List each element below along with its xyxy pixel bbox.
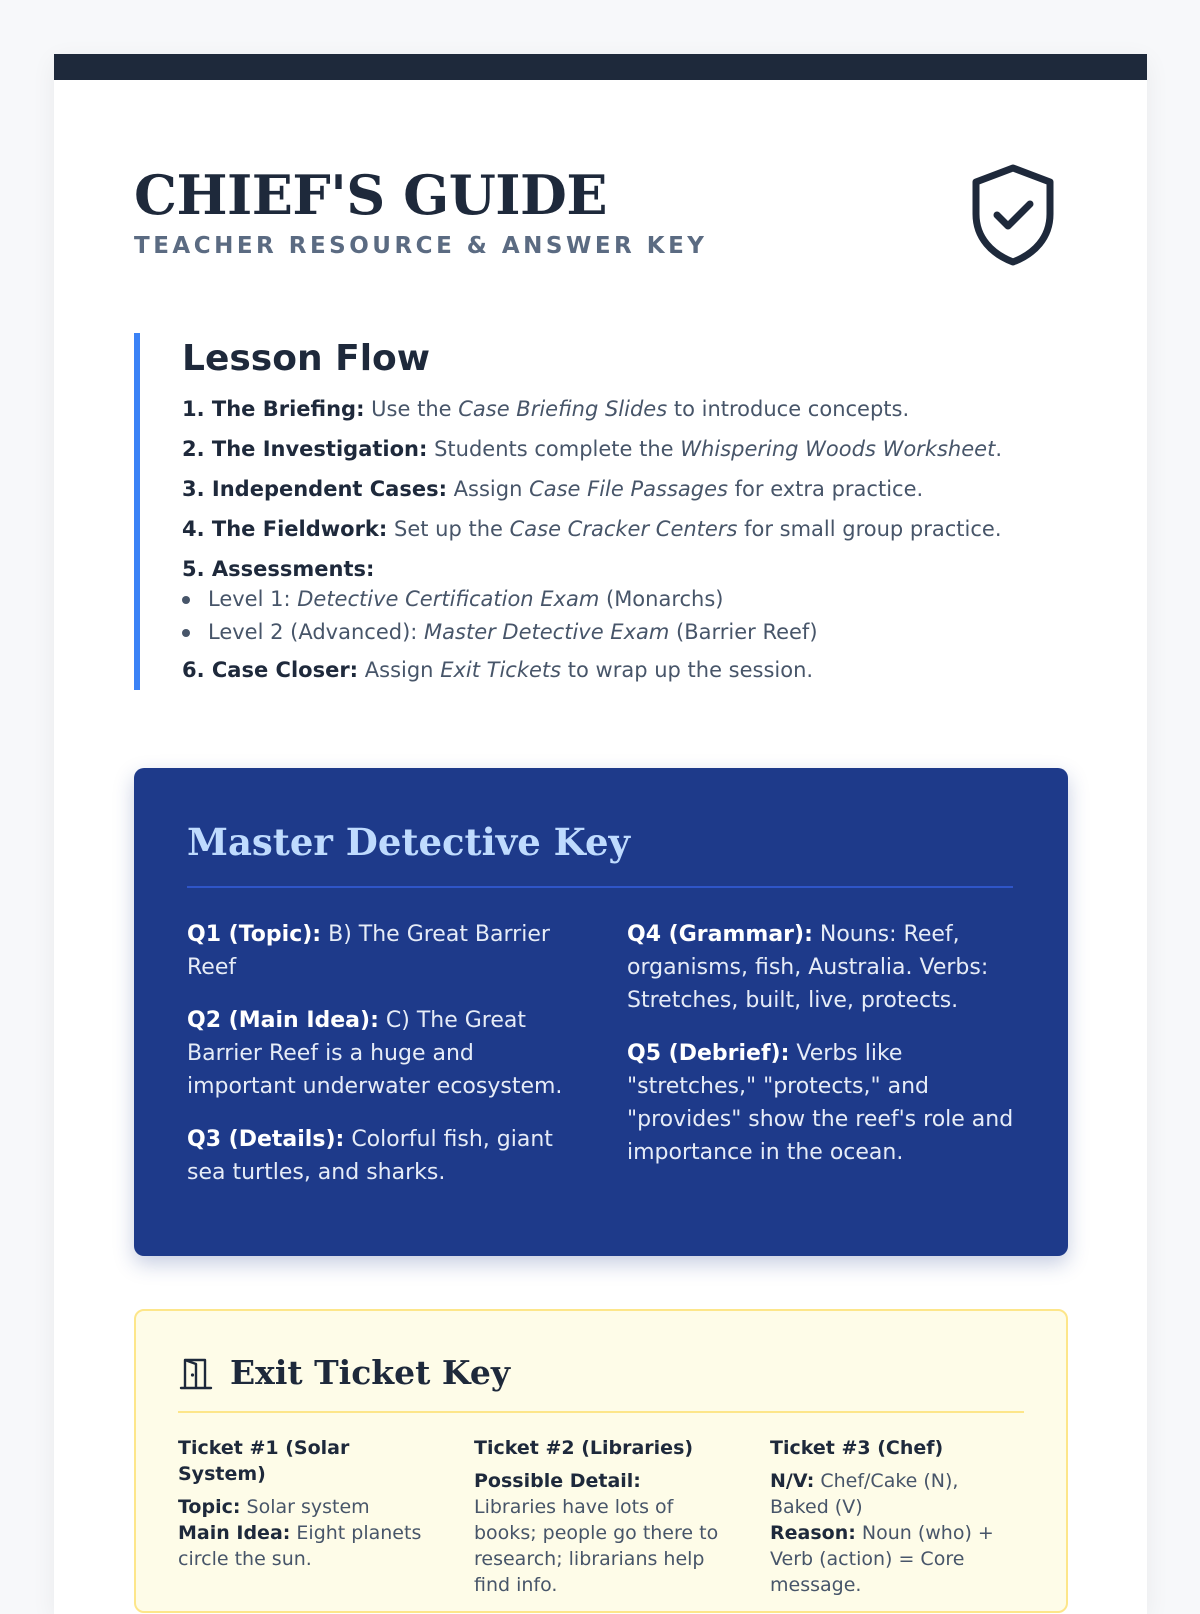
- ticket-line-label: Reason:: [770, 1522, 856, 1544]
- ticket-line-text: Libraries have lots of books; people go there to research; librarians help find info.: [474, 1496, 719, 1596]
- ticket-line-text: Eight planets circle the sun.: [178, 1522, 422, 1570]
- assessment-item: [182, 618, 1082, 646]
- assessment-list: [182, 585, 1082, 646]
- master-key-card: [134, 768, 1068, 1256]
- step-label: 4. The Fieldwork:: [182, 517, 388, 541]
- answer-q1: [187, 918, 577, 984]
- ticket-line-text: Chef/Cake (N), Baked (V): [770, 1470, 959, 1518]
- answers-column-right: [627, 918, 1017, 1189]
- step-text: Students complete the: [434, 437, 674, 461]
- lesson-step-1: [182, 395, 1082, 423]
- answer-text: B) The Great Barrier Reef: [187, 922, 550, 980]
- ticket-2: [474, 1435, 724, 1598]
- answer-text: Nouns: Reef, organisms, fish, Australia. Verbs: Stretches, built, live, protects.: [627, 922, 989, 1013]
- answer-text: C) The Great Barrier Reef is a huge and important underwater ecosystem.: [187, 1008, 563, 1099]
- assessment-item: [182, 585, 1082, 613]
- assessment-passage: (Monarchs): [606, 587, 724, 611]
- assessment-level: Level 1:: [208, 587, 291, 611]
- exit-ticket-header: [178, 1353, 510, 1392]
- ticket-title: Ticket #1 (Solar System): [178, 1437, 350, 1485]
- step-label: 2. The Investigation:: [182, 437, 428, 461]
- step-resource: Exit Tickets: [440, 658, 562, 682]
- ticket-3: [770, 1435, 1020, 1598]
- step-text: Set up the: [393, 517, 503, 541]
- step-text: Assign: [453, 477, 523, 501]
- master-key-title: Master Detective Key: [187, 820, 631, 864]
- answer-q3: [187, 1123, 577, 1189]
- step-resource: Case File Passages: [529, 477, 728, 501]
- lesson-flow-heading: Lesson Flow: [182, 338, 431, 379]
- page-title: CHIEF'S GUIDE: [134, 163, 608, 227]
- ticket-line: [178, 1520, 428, 1572]
- page-subtitle: TEACHER RESOURCE & ANSWER KEY: [134, 233, 708, 259]
- ticket-line: [770, 1520, 1020, 1598]
- answer-q2: [187, 1004, 577, 1103]
- step-text: for extra practice.: [734, 477, 924, 501]
- ticket-line-text: Solar system: [246, 1496, 370, 1518]
- ticket-line-label: Possible Detail:: [474, 1470, 641, 1492]
- lesson-step-4: [182, 515, 1082, 543]
- door-open-icon: [178, 1355, 214, 1391]
- assessment-passage: (Barrier Reef): [676, 620, 818, 644]
- divider: [178, 1411, 1024, 1413]
- ticket-line-label: Topic:: [178, 1496, 241, 1518]
- step-label: 1. The Briefing:: [182, 397, 365, 421]
- ticket-line: [770, 1468, 1020, 1520]
- exit-ticket-title: Exit Ticket Key: [230, 1353, 511, 1392]
- lesson-flow-section: [134, 333, 1082, 690]
- step-text: .: [995, 437, 1002, 461]
- assessment-level: Level 2 (Advanced):: [208, 620, 418, 644]
- lesson-step-2: [182, 435, 1082, 463]
- step-label: 5. Assessments:: [182, 557, 375, 581]
- question-label: Q5 (Debrief):: [627, 1041, 790, 1066]
- ticket-line-text: Noun (who) + Verb (action) = Core message.: [770, 1522, 994, 1596]
- lesson-step-3: [182, 475, 1082, 503]
- question-label: Q3 (Details):: [187, 1127, 345, 1152]
- assessment-resource: Detective Certification Exam: [297, 587, 600, 611]
- answer-q5: [627, 1037, 1017, 1169]
- question-label: Q4 (Grammar):: [627, 922, 813, 947]
- step-text: Use the: [371, 397, 452, 421]
- lesson-step-6: [182, 656, 1082, 684]
- step-resource: Whispering Woods Worksheet: [680, 437, 996, 461]
- shield-check-icon: [970, 164, 1056, 266]
- answer-q4: [627, 918, 1017, 1017]
- ticket-title: Ticket #3 (Chef): [770, 1437, 944, 1459]
- ticket-title: Ticket #2 (Libraries): [474, 1437, 694, 1459]
- exit-ticket-card: [134, 1309, 1068, 1613]
- step-text: for small group practice.: [744, 517, 1002, 541]
- step-resource: Case Cracker Centers: [509, 517, 738, 541]
- divider: [187, 886, 1013, 888]
- ticket-1: [178, 1435, 428, 1572]
- step-text: Assign: [364, 658, 434, 682]
- page-header: [134, 165, 1054, 259]
- step-text: to wrap up the session.: [567, 658, 814, 682]
- answer-text: Verbs like "stretches," "protects," and "provides" show the reef's role and importance in the ocean.: [627, 1041, 1014, 1165]
- lesson-step-5: [182, 555, 1082, 583]
- step-label: 3. Independent Cases:: [182, 477, 447, 501]
- question-label: Q1 (Topic):: [187, 922, 322, 947]
- ticket-line: [474, 1468, 724, 1598]
- top-accent-bar: [54, 54, 1147, 80]
- answers-column-left: [187, 918, 577, 1209]
- step-text: to introduce concepts.: [673, 397, 910, 421]
- ticket-line-label: N/V:: [770, 1470, 815, 1492]
- step-label: 6. Case Closer:: [182, 658, 359, 682]
- ticket-line-label: Main Idea:: [178, 1522, 291, 1544]
- answer-text: Colorful fish, giant sea turtles, and sharks.: [187, 1127, 553, 1185]
- ticket-line: [178, 1494, 428, 1520]
- question-label: Q2 (Main Idea):: [187, 1008, 379, 1033]
- assessment-resource: Master Detective Exam: [424, 620, 670, 644]
- step-resource: Case Briefing Slides: [458, 397, 668, 421]
